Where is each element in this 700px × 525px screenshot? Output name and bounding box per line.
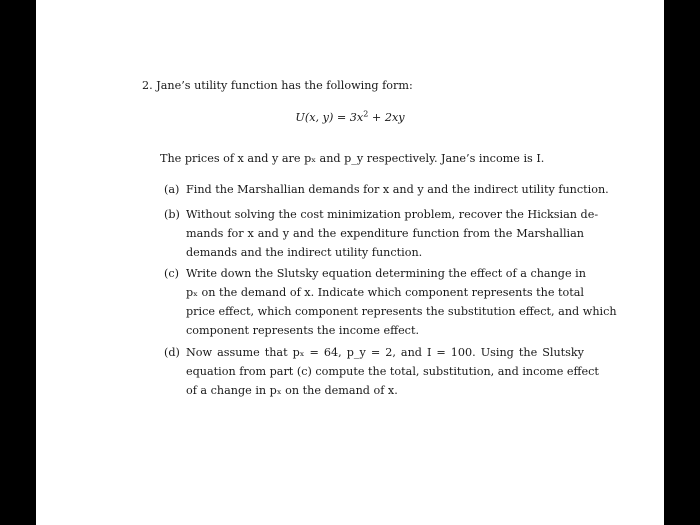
part-a: [164, 180, 609, 199]
equation-rhs: + 2xy: [368, 111, 405, 124]
part-b-line-2: mands for x and y and the expenditure function from the Marshallian: [186, 227, 584, 240]
problem-header: 2. Jane’s utility function has the following form:: [142, 79, 413, 92]
part-d-line-3: of a change in pₓ on the demand of x.: [186, 384, 398, 397]
prices-statement: The prices of x and y are pₓ and p_y respectively. Jane’s income is I.: [160, 152, 545, 165]
part-c: [164, 264, 617, 340]
part-b-label: (b): [164, 208, 180, 221]
part-b-body: [186, 205, 599, 262]
equation-exponent: 2: [363, 109, 369, 119]
part-d-label: (d): [164, 346, 180, 359]
part-a-label: (a): [164, 183, 180, 196]
part-c-label: (c): [164, 267, 179, 280]
equation-lhs: U(x, y) = 3x: [295, 111, 364, 124]
part-b-line-1: Without solving the cost minimization problem, recover the Hicksian de-: [186, 208, 599, 221]
part-d: [164, 343, 599, 400]
part-a-body: [186, 180, 609, 199]
part-a-line-1: Find the Marshallian demands for x and y and the indirect utility function.: [186, 183, 609, 196]
part-d-line-1: Now assume that pₓ = 64, p_y = 2, and I = 100. Using the Slutsky: [186, 346, 584, 359]
part-d-line-2: equation from part (c) compute the total, substitution, and income effect: [186, 365, 599, 378]
utility-equation: [36, 108, 664, 127]
part-c-line-4: component represents the income effect.: [186, 324, 420, 337]
part-c-body: [186, 264, 617, 340]
part-c-line-1: Write down the Slutsky equation determining the effect of a change in: [186, 267, 586, 280]
part-c-line-3: price effect, which component represents the substitution effect, and which: [186, 305, 617, 318]
document-page: [36, 0, 664, 525]
part-c-line-2: pₓ on the demand of x. Indicate which component represents the total: [186, 286, 584, 299]
part-b: [164, 205, 599, 262]
part-d-body: [186, 343, 599, 400]
part-b-line-3: demands and the indirect utility function.: [186, 246, 423, 259]
